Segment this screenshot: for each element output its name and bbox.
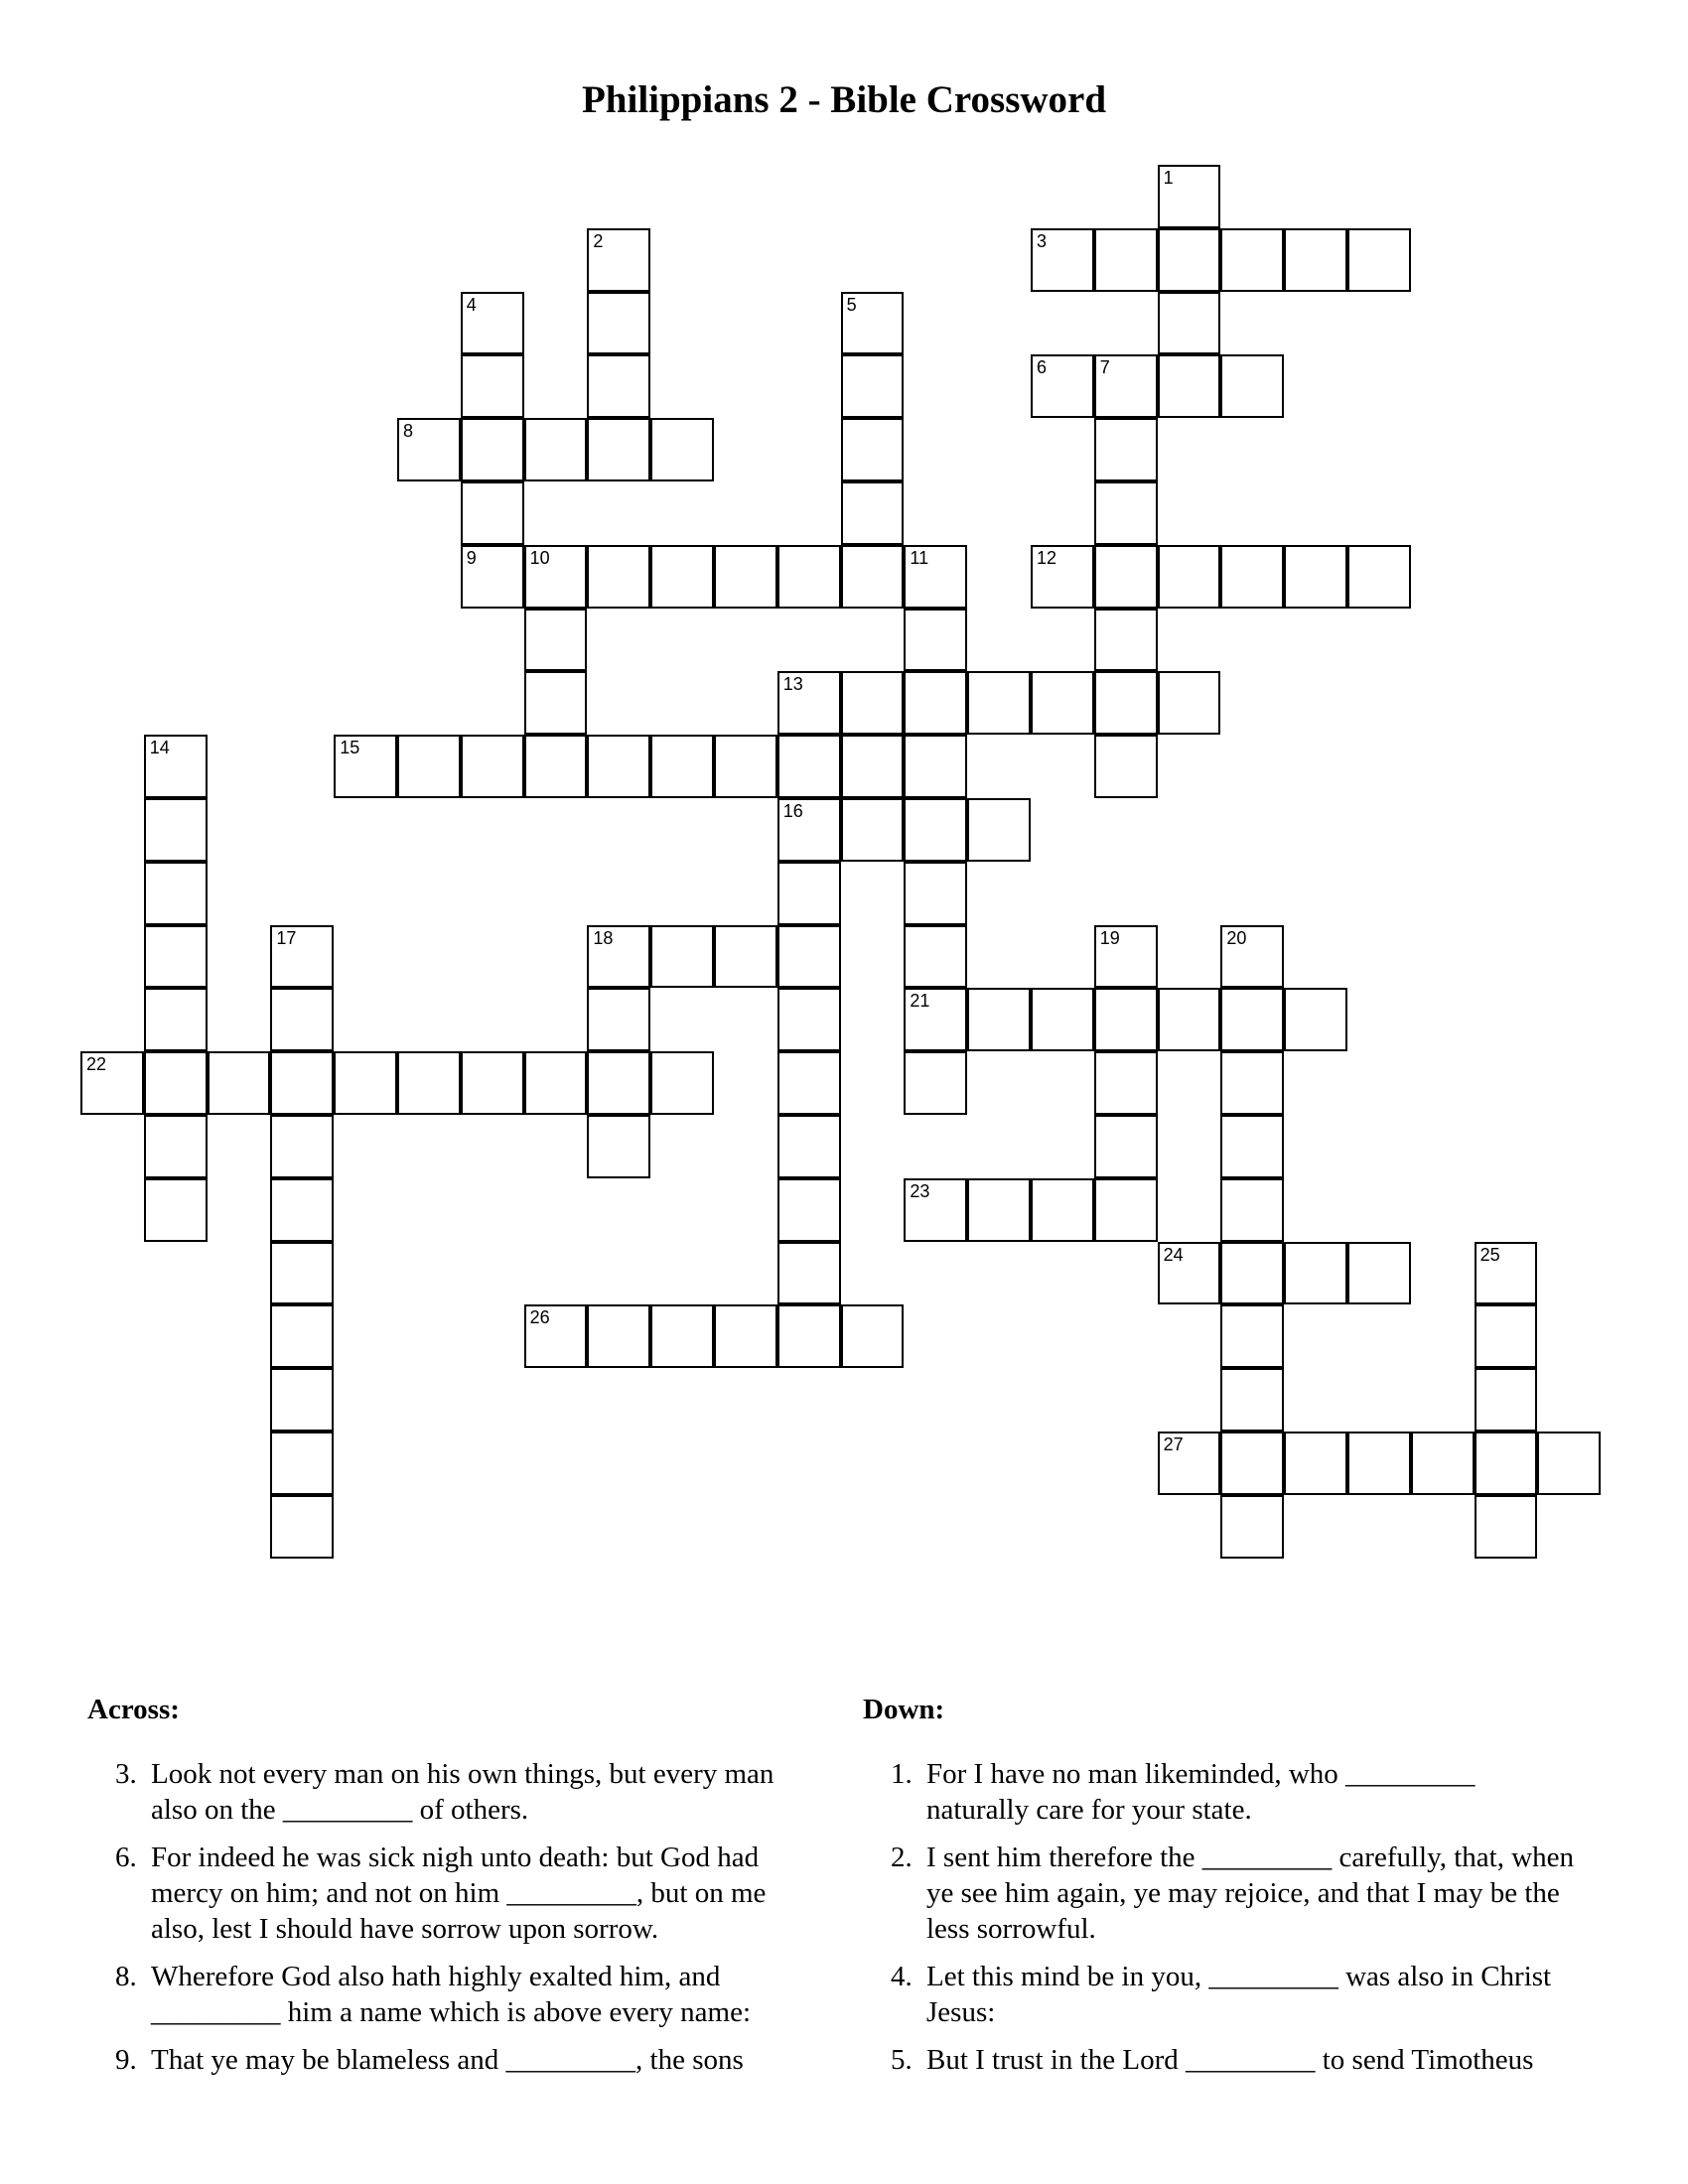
clue-number: 2.	[891, 1842, 913, 1873]
crossword-cell[interactable]	[397, 735, 461, 798]
clue-text: That ye may be blameless and _________, the sons	[151, 2044, 744, 2076]
crossword-cell[interactable]	[1220, 1242, 1284, 1305]
cell-number: 8	[403, 421, 414, 442]
crossword-cell[interactable]	[524, 609, 588, 672]
crossword-cell[interactable]	[904, 925, 967, 989]
crossword-cell[interactable]	[270, 1051, 334, 1115]
cell-number: 7	[1099, 357, 1110, 378]
crossword-cell[interactable]	[650, 1304, 714, 1368]
crossword-cell[interactable]	[1475, 1368, 1538, 1432]
crossword-cell[interactable]	[144, 735, 208, 798]
crossword-cell[interactable]	[1094, 609, 1158, 672]
crossword-cell[interactable]	[1347, 545, 1411, 609]
crossword-cell[interactable]	[1158, 292, 1221, 355]
crossword-cell[interactable]	[1220, 1051, 1284, 1115]
crossword-cell[interactable]	[1094, 418, 1158, 481]
crossword-cell[interactable]	[587, 418, 650, 481]
crossword-cell[interactable]	[1537, 1432, 1601, 1495]
crossword-cell[interactable]	[841, 292, 905, 355]
crossword-cell[interactable]	[461, 292, 524, 355]
down-clues	[863, 1694, 1578, 2090]
clue-number: 9.	[115, 2044, 137, 2076]
crossword-cell[interactable]	[270, 988, 334, 1051]
crossword-cell[interactable]	[1158, 671, 1221, 735]
crossword-cell[interactable]	[1220, 988, 1284, 1051]
page-title: Philippians 2 - Bible Crossword	[581, 78, 1107, 121]
crossword-cell[interactable]	[777, 671, 841, 735]
down-clue	[863, 2042, 1578, 2078]
across-clue	[87, 2042, 802, 2078]
crossword-cell[interactable]	[777, 545, 841, 609]
crossword-cell[interactable]	[967, 671, 1031, 735]
crossword-cell[interactable]	[1158, 545, 1221, 609]
crossword-grid	[81, 166, 1611, 1635]
crossword-cell[interactable]	[1411, 1432, 1475, 1495]
crossword-cell[interactable]	[80, 1051, 144, 1115]
crossword-cell[interactable]	[841, 671, 905, 735]
crossword-cell[interactable]	[1094, 735, 1158, 798]
crossword-cell[interactable]	[1347, 228, 1411, 292]
crossword-cell[interactable]	[270, 1242, 334, 1305]
crossword-cell[interactable]	[1094, 925, 1158, 989]
crossword-cell[interactable]	[841, 481, 905, 545]
crossword-cell[interactable]	[1220, 1432, 1284, 1495]
crossword-cell[interactable]	[1094, 545, 1158, 609]
crossword-cell[interactable]	[904, 798, 967, 862]
crossword-cell[interactable]	[270, 925, 334, 989]
across-clue	[87, 1840, 802, 1947]
cell-number: 4	[466, 294, 477, 315]
across-heading: Across:	[87, 1694, 180, 1725]
clue-number: 5.	[891, 2044, 913, 2076]
cell-number: 17	[276, 927, 297, 948]
cell-number: 21	[910, 991, 930, 1012]
crossword-cell[interactable]	[334, 735, 397, 798]
crossword-cell[interactable]	[650, 925, 714, 989]
crossword-cell[interactable]	[270, 1495, 334, 1559]
crossword-cell[interactable]	[144, 1178, 208, 1242]
crossword-cell[interactable]	[777, 988, 841, 1051]
crossword-cell[interactable]	[1094, 481, 1158, 545]
crossword-cell[interactable]	[650, 735, 714, 798]
crossword-cell[interactable]	[270, 1304, 334, 1368]
crossword-cell[interactable]	[587, 545, 650, 609]
crossword-cell[interactable]	[777, 1242, 841, 1305]
clue-text: Let this mind be in you, _________ was also in Christ Jesus:	[926, 1961, 1552, 2028]
crossword-cell[interactable]	[1284, 988, 1347, 1051]
crossword-cell[interactable]	[144, 1051, 208, 1115]
crossword-cell[interactable]	[904, 1178, 967, 1242]
crossword-cell[interactable]	[904, 988, 967, 1051]
crossword-cell[interactable]	[777, 1051, 841, 1115]
crossword-cell[interactable]	[841, 545, 905, 609]
cell-number: 9	[466, 547, 477, 568]
crossword-cell[interactable]	[144, 988, 208, 1051]
crossword-cell[interactable]	[904, 862, 967, 925]
crossword-cell[interactable]	[524, 671, 588, 735]
crossword-cell[interactable]	[144, 925, 208, 989]
crossword-cell[interactable]	[841, 418, 905, 481]
crossword-cell[interactable]	[1347, 1432, 1411, 1495]
crossword-cell[interactable]	[650, 545, 714, 609]
crossword-cell[interactable]	[1475, 1242, 1538, 1305]
cell-number: 27	[1163, 1434, 1184, 1454]
crossword-cell[interactable]	[587, 1051, 650, 1115]
cell-number: 14	[149, 738, 170, 758]
crossword-cell[interactable]	[1220, 228, 1284, 292]
crossword-cell[interactable]	[904, 671, 967, 735]
cell-number: 18	[593, 927, 614, 948]
crossword-cell[interactable]	[1158, 165, 1221, 228]
crossword-cell[interactable]	[1347, 1242, 1411, 1305]
cell-number: 3	[1037, 230, 1048, 251]
crossword-cell[interactable]	[1094, 988, 1158, 1051]
crossword-cell[interactable]	[208, 1051, 271, 1115]
crossword-cell[interactable]	[1220, 1304, 1284, 1368]
crossword-cell[interactable]	[1031, 545, 1094, 609]
crossword-cell[interactable]	[1094, 228, 1158, 292]
crossword-cell[interactable]	[587, 925, 650, 989]
crossword-cell[interactable]	[461, 545, 524, 609]
crossword-cell[interactable]	[1031, 1178, 1094, 1242]
crossword-cell[interactable]	[1220, 925, 1284, 989]
across-clue	[87, 1959, 802, 2030]
crossword-cell[interactable]	[270, 1368, 334, 1432]
crossword-cell[interactable]	[1094, 1051, 1158, 1115]
cell-number: 26	[529, 1307, 550, 1328]
down-heading: Down:	[863, 1694, 945, 1725]
crossword-cell[interactable]	[967, 988, 1031, 1051]
clue-number: 3.	[115, 1758, 137, 1790]
crossword-cell[interactable]	[967, 798, 1031, 862]
crossword-cell[interactable]	[967, 1178, 1031, 1242]
crossword-cell[interactable]	[1284, 545, 1347, 609]
crossword-cell[interactable]	[524, 545, 588, 609]
cell-number: 2	[593, 230, 604, 251]
crossword-cell[interactable]	[650, 1051, 714, 1115]
clue-text: Wherefore God also hath highly exalted him, and _________ him a name which is above every name:	[151, 1961, 752, 2028]
crossword-cell[interactable]	[1094, 1178, 1158, 1242]
crossword-cell[interactable]	[524, 735, 588, 798]
crossword-cell[interactable]	[841, 1304, 905, 1368]
clue-text: I sent him therefore the _________ carefully, that, when ye see him again, ye may rejoice, and that I may be the less sorrowful.	[926, 1842, 1575, 1945]
down-clue	[863, 1840, 1578, 1947]
crossword-cell[interactable]	[1475, 1495, 1538, 1559]
crossword-cell[interactable]	[270, 1115, 334, 1178]
crossword-cell[interactable]	[904, 609, 967, 672]
crossword-cell[interactable]	[777, 735, 841, 798]
cell-number: 11	[910, 547, 929, 568]
crossword-cell[interactable]	[461, 1051, 524, 1115]
crossword-cell[interactable]	[524, 418, 588, 481]
cell-number: 1	[1163, 168, 1174, 188]
crossword-cell[interactable]	[650, 418, 714, 481]
crossword-cell[interactable]	[777, 862, 841, 925]
crossword-cell[interactable]	[1094, 1115, 1158, 1178]
crossword-cell[interactable]	[397, 418, 461, 481]
clue-number: 8.	[115, 1961, 137, 1992]
crossword-cell[interactable]	[1220, 1178, 1284, 1242]
crossword-cell[interactable]	[587, 228, 650, 292]
crossword-cell[interactable]	[524, 1304, 588, 1368]
cell-number: 5	[846, 294, 857, 315]
clue-number: 6.	[115, 1842, 137, 1873]
crossword-cell[interactable]	[461, 418, 524, 481]
down-clue	[863, 1959, 1578, 2030]
cell-number: 23	[910, 1180, 930, 1201]
crossword-cell[interactable]	[777, 1178, 841, 1242]
crossword-cell[interactable]	[1220, 1495, 1284, 1559]
crossword-cell[interactable]	[777, 1115, 841, 1178]
crossword-cell[interactable]	[270, 1432, 334, 1495]
crossword-cell[interactable]	[144, 798, 208, 862]
cell-number: 13	[782, 674, 803, 695]
crossword-cell[interactable]	[587, 292, 650, 355]
crossword-cell[interactable]	[587, 1304, 650, 1368]
crossword-cell[interactable]	[841, 798, 905, 862]
crossword-cell[interactable]	[1031, 354, 1094, 418]
crossword-cell[interactable]	[1094, 354, 1158, 418]
cell-number: 16	[782, 801, 803, 821]
crossword-cell[interactable]	[714, 735, 777, 798]
crossword-cell[interactable]	[1284, 1242, 1347, 1305]
clue-text: For indeed he was sick nigh unto death: but God had mercy on him; and not on him _________, but on me also, lest I should have sorrow upon sorrow.	[151, 1842, 767, 1945]
crossword-cell[interactable]	[841, 354, 905, 418]
crossword-cell[interactable]	[1475, 1432, 1538, 1495]
clue-text: For I have no man likeminded, who _________ naturally care for your state.	[926, 1758, 1476, 1826]
crossword-cell[interactable]	[1158, 228, 1221, 292]
crossword-cell[interactable]	[461, 481, 524, 545]
crossword-cell[interactable]	[1220, 1368, 1284, 1432]
cell-number: 20	[1226, 927, 1247, 948]
crossword-cell[interactable]	[777, 1304, 841, 1368]
crossword-cell[interactable]	[587, 988, 650, 1051]
crossword-cell[interactable]	[524, 1051, 588, 1115]
down-clue	[863, 1756, 1578, 1828]
crossword-cell[interactable]	[144, 1115, 208, 1178]
crossword-cell[interactable]	[1031, 988, 1094, 1051]
crossword-cell[interactable]	[1220, 545, 1284, 609]
clue-number: 1.	[891, 1758, 913, 1790]
crossword-cell[interactable]	[397, 1051, 461, 1115]
crossword-cell[interactable]	[1220, 354, 1284, 418]
crossword-cell[interactable]	[1284, 228, 1347, 292]
crossword-cell[interactable]	[1094, 671, 1158, 735]
crossword-cell[interactable]	[714, 545, 777, 609]
cell-number: 10	[529, 547, 550, 568]
crossword-cell[interactable]	[1220, 1115, 1284, 1178]
cell-number: 25	[1479, 1244, 1500, 1265]
crossword-cell[interactable]	[461, 735, 524, 798]
cell-number: 15	[340, 738, 360, 758]
crossword-cell[interactable]	[270, 1178, 334, 1242]
crossword-cell[interactable]	[714, 1304, 777, 1368]
crossword-cell[interactable]	[904, 735, 967, 798]
clue-text: But I trust in the Lord _________ to send Timotheus	[926, 2044, 1534, 2076]
crossword-cell[interactable]	[714, 925, 777, 989]
cell-number: 24	[1163, 1244, 1184, 1265]
crossword-cell[interactable]	[1031, 671, 1094, 735]
crossword-cell[interactable]	[1031, 228, 1094, 292]
crossword-cell[interactable]	[334, 1051, 397, 1115]
crossword-cell[interactable]	[587, 735, 650, 798]
crossword-cell[interactable]	[587, 1115, 650, 1178]
crossword-cell[interactable]	[144, 862, 208, 925]
crossword-cell[interactable]	[1158, 988, 1221, 1051]
clue-text: Look not every man on his own things, but every man also on the _________ of others.	[151, 1758, 774, 1826]
across-clue	[87, 1756, 802, 1828]
crossword-cell[interactable]	[777, 798, 841, 862]
crossword-cell[interactable]	[1158, 354, 1221, 418]
cell-number: 22	[86, 1054, 107, 1075]
across-clues	[87, 1694, 802, 2090]
cell-number: 12	[1037, 547, 1057, 568]
crossword-cell[interactable]	[461, 354, 524, 418]
crossword-cell[interactable]	[587, 354, 650, 418]
crossword-cell[interactable]	[841, 735, 905, 798]
crossword-cell[interactable]	[1158, 1432, 1221, 1495]
crossword-cell[interactable]	[904, 1051, 967, 1115]
crossword-cell[interactable]	[1158, 1242, 1221, 1305]
crossword-cell[interactable]	[904, 545, 967, 609]
cell-number: 6	[1037, 357, 1048, 378]
cell-number: 19	[1099, 927, 1120, 948]
crossword-cell[interactable]	[1284, 1432, 1347, 1495]
clue-number: 4.	[891, 1961, 913, 1992]
crossword-cell[interactable]	[777, 925, 841, 989]
crossword-cell[interactable]	[1475, 1304, 1538, 1368]
